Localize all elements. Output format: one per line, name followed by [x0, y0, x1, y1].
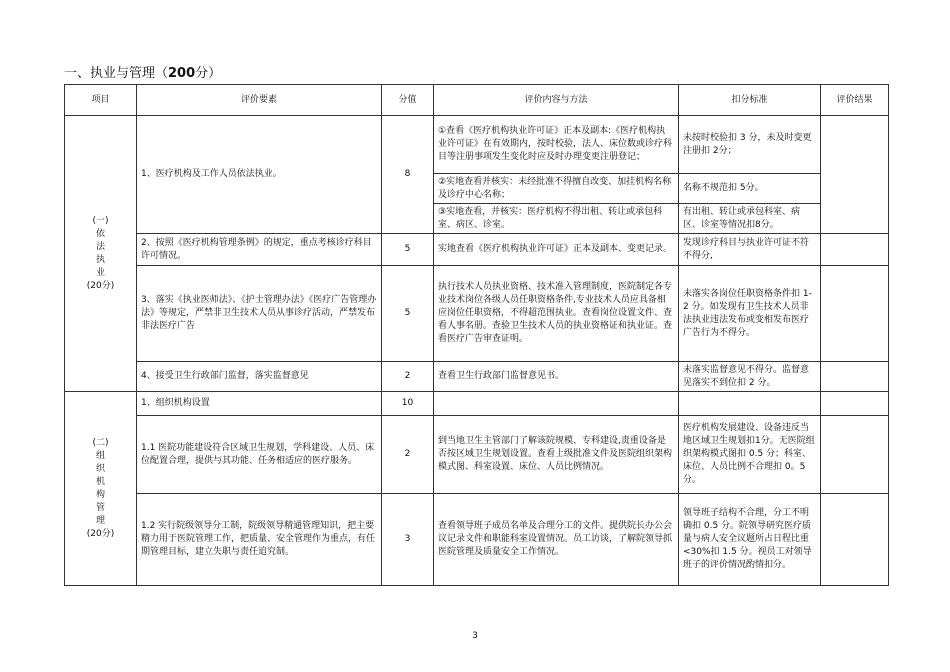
header-element: 评价要素	[137, 85, 382, 116]
content-cell: 执行技术人员执业资格、技术准入管理制度，医院制定各专业技术岗位各级人员任职资格条件,专业技术人员应具备相应岗位任职资格，不得超范围执业。查看岗位设置文件、查看人事名册。查验卫生技术人员的执业资格证和执业证。查看医疗广告审查证明。	[434, 266, 679, 362]
header-project: 项目	[65, 85, 137, 116]
content-cell: 查看领导班子成员名单及合理分工的文件。提供院长办公会议记录文件和职能科室设置情况。员工访谈，了解院领导抓医院管理及质量安全工作情况。	[434, 494, 679, 586]
content-cell: ①查看《医疗机构执业许可证》正本及副本:《医疗机构执业许可证》在有效期内，按时校验，法人、床位数或诊疗科目等注册事项发生变化时应及时办理变更注册登记；	[434, 116, 679, 174]
content-cell: 实地查看《医疗机构执业许可证》正本及副本、变更记录。	[434, 234, 679, 266]
header-standard: 扣分标准	[679, 85, 821, 116]
table-row	[65, 362, 889, 392]
element-cell: 1、医疗机构及工作人员依法执业。	[137, 116, 382, 234]
standard-cell: 发现诊疗科目与执业许可证不符不得分,	[679, 234, 821, 266]
standard-cell: 名称不规范扣 5分。	[679, 174, 821, 204]
content-cell	[434, 392, 679, 416]
element-cell: 2、按照《医疗机构管理条例》的规定，重点考核诊疗科目许可情况。	[137, 234, 382, 266]
result-cell	[821, 362, 889, 392]
content-cell: ③实地查看，并核实：医疗机构不得出租、转让或承包科室、病区、诊室。	[434, 204, 679, 234]
standard-cell: 未落实各岗位任职资格条件扣 1-2 分。如发现有卫生技术人员非法执业违法发布或变相发布医疗广告行为不得分。	[679, 266, 821, 362]
score-cell: 2	[382, 416, 434, 494]
section-title: 一、执业与管理（200分）	[64, 66, 222, 81]
result-cell	[821, 494, 889, 586]
table-row	[65, 234, 889, 266]
page-number: 3	[472, 631, 478, 641]
score-cell: 8	[382, 116, 434, 234]
standard-cell: 有出租、转让或承包科室、病区、诊室等情况扣8分。	[679, 204, 821, 234]
table-row	[65, 266, 889, 362]
header-score: 分值	[382, 85, 434, 116]
standard-cell: 领导班子结构不合理，分工不明确扣 0.5 分。院领导研究医疗质量与病人安全议题所占日程比重 <30%扣 1.5 分。视员工对领导班子的评价情况酌情扣分。	[679, 494, 821, 586]
element-cell: 1、组织机构设置	[137, 392, 382, 416]
result-cell	[821, 116, 889, 234]
score-cell: 10	[382, 392, 434, 416]
table-row	[65, 392, 889, 416]
table-row	[65, 494, 889, 586]
table-row	[65, 116, 889, 174]
result-cell	[821, 416, 889, 494]
content-cell: 到当地卫生主管部门了解该院规模、专科建设,责重设备是否按区域卫生规划设置。查看上级批准文件及医院组织架构模式图、科室设置、床位、人员比例情况。	[434, 416, 679, 494]
element-cell: 4、接受卫生行政部门监督，落实监督意见	[137, 362, 382, 392]
score-cell: 5	[382, 234, 434, 266]
standard-cell: 未按时校验扣 3 分，未及时变更注册扣 2分；	[679, 116, 821, 174]
section-points: 200	[168, 66, 196, 81]
result-cell	[821, 234, 889, 266]
score-cell: 2	[382, 362, 434, 392]
result-cell	[821, 266, 889, 362]
result-cell	[821, 392, 889, 416]
header-result: 评价结果	[821, 85, 889, 116]
element-cell: 3、落实《执业医师法》、《护士管理办法》《医疗广告管理办法》等规定，严禁非卫生技术人员从事诊疗活动，严禁发布非法医疗广告	[137, 266, 382, 362]
score-cell: 3	[382, 494, 434, 586]
table-row	[65, 416, 889, 494]
category-cell: (一) 依 法 执 业 (20分)	[65, 116, 137, 392]
score-cell: 5	[382, 266, 434, 362]
evaluation-table	[64, 84, 889, 586]
category-cell: (二) 组 织 机 构 管 理 (20分)	[65, 392, 137, 586]
header-row	[65, 85, 889, 116]
header-content: 评价内容与方法	[434, 85, 679, 116]
standard-cell: 未落实监督意见不得分。监督意见落实不到位扣 2 分。	[679, 362, 821, 392]
element-cell: 1.2 实行院级领导分工制，院级领导精通管理知识，把主要精力用于医院管理工作，把质量、安全管理作为重点，有任期管理目标，建立失职与责任追究制。	[137, 494, 382, 586]
content-cell: ②实地查看并核实：未经批准不得擅自改变、加挂机构名称及诊疗中心名称；	[434, 174, 679, 204]
element-cell: 1.1 医院功能建设符合区域卫生规划，学科建设、人员、床位配置合理，提供与其功能、任务相适应的医疗服务。	[137, 416, 382, 494]
content-cell: 查看卫生行政部门监督意见书。	[434, 362, 679, 392]
standard-cell	[679, 392, 821, 416]
standard-cell: 医疗机构发展建设、设备违反当地区域卫生规划扣1分。无医院组织架构模式图扣 0.5 分；科室、床位、人员比例不合理扣 0。5 分。	[679, 416, 821, 494]
